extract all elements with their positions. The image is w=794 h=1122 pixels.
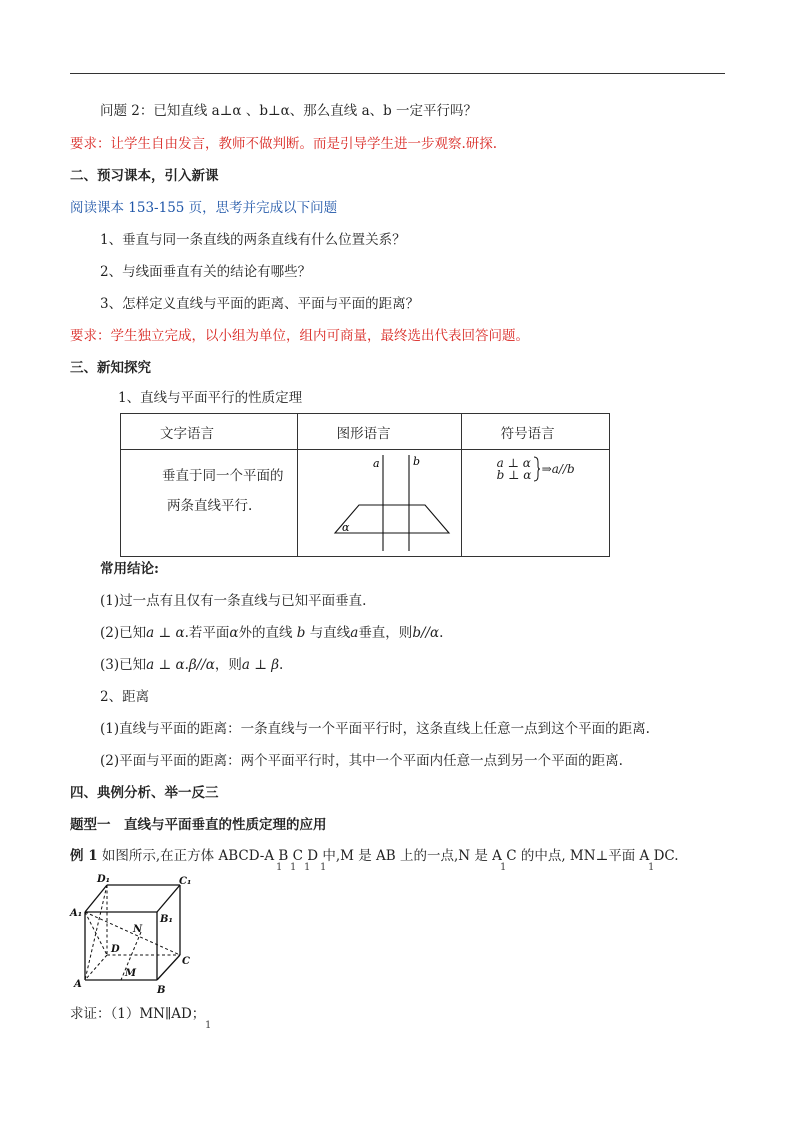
cell-figure bbox=[297, 450, 461, 557]
distance-line-plane: (1)直线与平面的距离：一条直线与一个平面平行时，这条直线上任意一点到这个平面的距离. bbox=[100, 721, 650, 737]
preview-question-2: 2、与线面垂直有关的结论有哪些？ bbox=[100, 264, 312, 280]
symbol-line-2: b ⊥ α bbox=[496, 468, 532, 482]
cell-symbol bbox=[461, 450, 609, 557]
section-4-heading: 四、典例分析、举一反三 bbox=[70, 785, 219, 801]
reading-prompt: 阅读课本 153-155 页，思考并完成以下问题 bbox=[70, 200, 338, 216]
example-1-text: 如图所示,在正方体 ABCD-A B C D 中,M 是 AB 上的一点,N 是 A C 的中点, MN⊥平面 A DC. bbox=[97, 848, 679, 864]
header-text-language: 文字语言 bbox=[121, 414, 298, 450]
label-C: C bbox=[182, 956, 190, 967]
statement-line-2: 两条直线平行. bbox=[167, 498, 253, 514]
symbol-result: ⇒a//b bbox=[541, 462, 575, 476]
label-D: D bbox=[111, 944, 120, 955]
symbol-line-1: a ⊥ α bbox=[496, 456, 531, 470]
label-A: A bbox=[74, 979, 82, 990]
cube-figure bbox=[65, 872, 205, 997]
example-1 bbox=[70, 847, 679, 865]
plane-alpha bbox=[335, 505, 449, 533]
theorem-title: 1、直线与平面平行的性质定理 bbox=[118, 390, 303, 406]
preview-question-3: 3、怎样定义直线与平面的距离、平面与平面的距离？ bbox=[100, 296, 420, 312]
parallel-lines-figure bbox=[299, 451, 460, 555]
label-M: M bbox=[125, 968, 137, 979]
subscript-tick: 1 bbox=[648, 862, 655, 873]
header-figure-language: 图形语言 bbox=[297, 414, 461, 450]
label-A1: A₁ bbox=[70, 908, 83, 919]
example-1-label: 例 1 bbox=[70, 848, 98, 864]
cell-text-statement bbox=[121, 450, 298, 557]
conclusions-title: 常用结论: bbox=[100, 561, 159, 577]
label-B1: B₁ bbox=[160, 914, 173, 925]
label-N: N bbox=[133, 924, 143, 935]
subscript-tick: 1 bbox=[320, 862, 327, 873]
theorem-table bbox=[120, 413, 610, 557]
distance-title: 2、距离 bbox=[100, 689, 150, 705]
header-symbol-language: 符号语言 bbox=[461, 414, 609, 450]
conclusion-3: (3)已知a ⊥ α.β//α，则a ⊥ β. bbox=[100, 657, 284, 673]
subscript-tick: 1 bbox=[304, 862, 311, 873]
requirement-1: 要求：让学生自由发言，教师不做判断。而是引导学生进一步观察.研探. bbox=[70, 136, 498, 152]
section-2-heading: 二、预习课本，引入新课 bbox=[70, 168, 219, 184]
question-type-1: 题型一 直线与平面垂直的性质定理的应用 bbox=[70, 817, 327, 833]
label-B: B bbox=[157, 985, 166, 996]
proof-part-1: 求证：（1）MN∥AD； bbox=[70, 1006, 206, 1022]
subscript-tick: 1 bbox=[500, 862, 507, 873]
header-rule bbox=[70, 73, 725, 74]
section-3-heading: 三、新知探究 bbox=[70, 360, 151, 376]
subscript-tick: 1 bbox=[205, 1020, 212, 1031]
distance-plane-plane: (2)平面与平面的距离：两个平面平行时，其中一个平面内任意一点到另一个平面的距离. bbox=[100, 753, 623, 769]
subscript-tick: 1 bbox=[276, 862, 283, 873]
question-2: 问题 2：已知直线 a⊥α 、b⊥α、那么直线 a、b 一定平行吗？ bbox=[100, 103, 478, 119]
subscript-tick: 1 bbox=[290, 862, 297, 873]
label-a: a bbox=[372, 457, 380, 470]
label-C1: C₁ bbox=[179, 876, 192, 887]
label-D1: D₁ bbox=[97, 874, 111, 885]
requirement-2: 要求：学生独立完成，以小组为单位，组内可商量，最终选出代表回答问题。 bbox=[70, 328, 529, 344]
preview-question-1: 1、垂直与同一条直线的两条直线有什么位置关系？ bbox=[100, 232, 406, 248]
label-b: b bbox=[412, 455, 420, 468]
brace-icon bbox=[533, 456, 541, 482]
label-alpha: α bbox=[341, 521, 350, 534]
conclusion-1: (1)过一点有且仅有一条直线与已知平面垂直. bbox=[100, 593, 367, 609]
statement-line-1: 垂直于同一个平面的 bbox=[162, 468, 284, 484]
conclusion-2: (2)已知a ⊥ α.若平面α外的直线 b 与直线a垂直，则b//α. bbox=[100, 625, 444, 641]
